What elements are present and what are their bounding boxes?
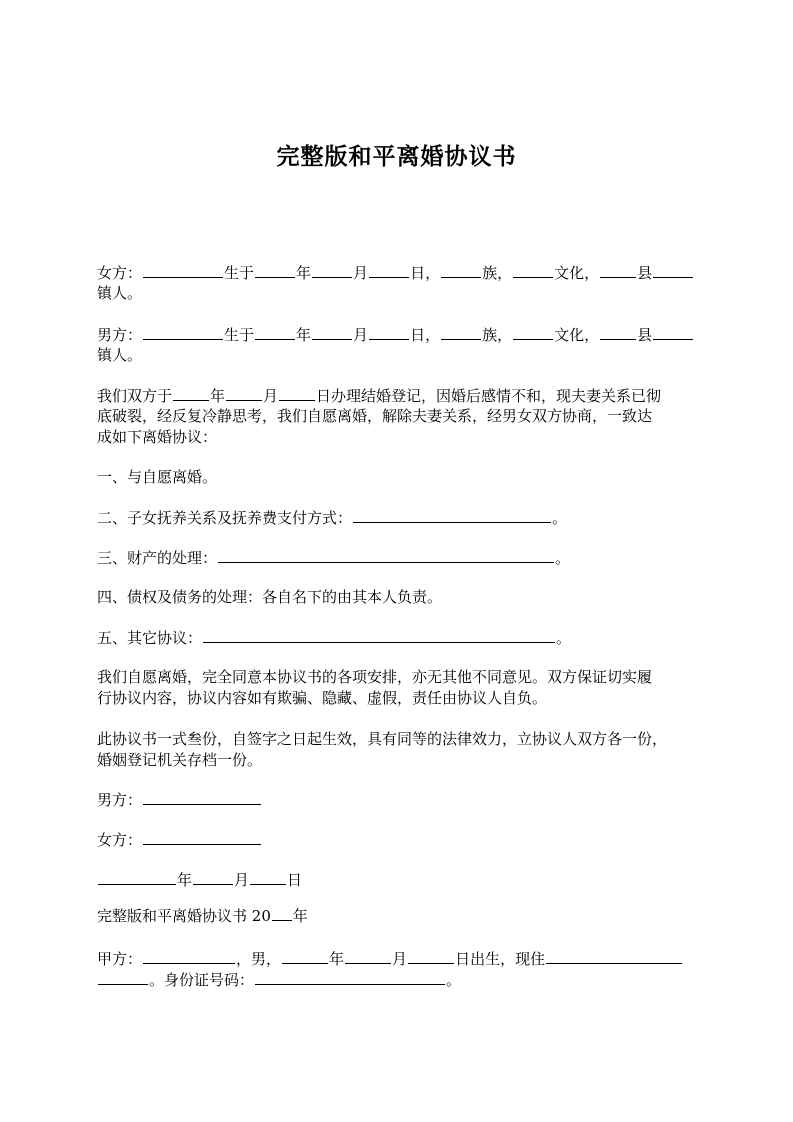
year-text: 年 <box>210 387 226 405</box>
ethnic-blank[interactable] <box>441 324 481 340</box>
sign-year-blank[interactable] <box>98 869 176 885</box>
copies-line-2: 婚姻登记机关存档一份。 <box>97 751 263 769</box>
clause-5 <box>97 627 697 649</box>
period: 。 <box>446 971 462 989</box>
born-text: 生于 <box>224 264 255 282</box>
year-text: 年 <box>296 326 312 344</box>
intro-paragraph <box>97 385 697 448</box>
intro-prefix: 我们双方于 <box>97 387 173 405</box>
marriage-year-blank[interactable] <box>173 385 209 401</box>
county-text: 县 <box>637 264 653 282</box>
property-blank[interactable] <box>218 547 554 563</box>
clause-3-text: 三、财产的处理： <box>97 549 218 567</box>
male-info-paragraph <box>97 324 697 366</box>
education-text: 文化， <box>554 264 600 282</box>
birth-day-blank[interactable] <box>369 262 409 278</box>
male-name-blank[interactable] <box>143 324 223 340</box>
male-signature-label: 男方： <box>97 791 143 809</box>
voluntary-paragraph <box>97 667 697 709</box>
county-text: 县 <box>637 326 653 344</box>
sign-month-blank[interactable] <box>193 869 233 885</box>
marriage-day-blank[interactable] <box>279 385 315 401</box>
period: 。 <box>556 629 572 647</box>
party-a-day-blank[interactable] <box>408 948 454 964</box>
clause-2-text: 二、子女抚养关系及抚养费支付方式： <box>97 509 353 527</box>
ethnic-text: 族， <box>482 326 513 344</box>
party-a-paragraph <box>97 948 697 990</box>
female-signature-blank[interactable] <box>143 829 261 845</box>
month-text: 月 <box>263 387 279 405</box>
ethnic-text: 族， <box>482 264 513 282</box>
male-signature <box>97 789 697 811</box>
male-label: 男方： <box>97 326 143 344</box>
clause-4: 四、债权及债务的处理：各自名下的由其本人负责。 <box>97 588 443 606</box>
birth-year-blank[interactable] <box>255 262 295 278</box>
birth-month-blank[interactable] <box>312 262 352 278</box>
female-signature <box>97 829 697 851</box>
year-text: 年 <box>296 264 312 282</box>
clause-2 <box>97 507 697 529</box>
education-blank[interactable] <box>513 262 553 278</box>
month-text: 月 <box>353 326 369 344</box>
sign-day-blank[interactable] <box>250 869 286 885</box>
town-text: 镇人。 <box>97 284 143 302</box>
ethnic-blank[interactable] <box>441 262 481 278</box>
intro-line-3: 成如下离婚协议： <box>97 428 218 446</box>
female-label: 女方： <box>97 264 143 282</box>
child-support-blank[interactable] <box>353 507 551 523</box>
town-blank[interactable] <box>653 324 693 340</box>
party-a-year-blank[interactable] <box>282 948 328 964</box>
voluntary-line-1: 我们自愿离婚，完全同意本协议书的各项安排，亦无其他不同意见。双方保证切实履 <box>97 668 653 686</box>
clause-3 <box>97 547 697 569</box>
intro-text: 日办理结婚登记，因婚后感情不和，现夫妻关系已彻 <box>316 387 662 405</box>
gender-text: ，男， <box>236 950 282 968</box>
county-blank[interactable] <box>600 262 636 278</box>
page-title: 完整版和平离婚协议书 <box>276 144 517 170</box>
second-agreement-title <box>97 905 697 927</box>
second-year-blank[interactable] <box>272 905 292 921</box>
day-text: 日 <box>287 871 303 889</box>
party-a-month-blank[interactable] <box>345 948 391 964</box>
id-label: 。身份证号码： <box>149 971 255 989</box>
party-a-name-blank[interactable] <box>143 948 235 964</box>
party-a-address-blank[interactable] <box>546 948 682 964</box>
education-blank[interactable] <box>513 324 553 340</box>
female-info-paragraph <box>97 262 697 304</box>
year-text: 年 <box>292 907 308 925</box>
female-signature-label: 女方： <box>97 831 143 849</box>
sign-date <box>97 869 697 891</box>
marriage-month-blank[interactable] <box>226 385 262 401</box>
month-text: 月 <box>234 871 250 889</box>
clause-5-text: 五、其它协议： <box>97 629 203 647</box>
birth-year-blank[interactable] <box>255 324 295 340</box>
year-text: 年 <box>177 871 193 889</box>
town-blank[interactable] <box>653 262 693 278</box>
copies-paragraph <box>97 729 697 771</box>
party-a-address-blank-2[interactable] <box>98 969 148 985</box>
day-text: 日， <box>410 264 441 282</box>
month-text: 月 <box>353 264 369 282</box>
period: 。 <box>552 509 568 527</box>
party-a-label: 甲方： <box>97 950 143 968</box>
female-name-blank[interactable] <box>143 262 223 278</box>
male-signature-blank[interactable] <box>143 789 261 805</box>
birth-month-blank[interactable] <box>312 324 352 340</box>
born-text: 生于 <box>224 326 255 344</box>
month-text: 月 <box>392 950 408 968</box>
born-text: 日出生，现住 <box>455 950 546 968</box>
other-agreement-blank[interactable] <box>203 627 555 643</box>
day-text: 日， <box>410 326 441 344</box>
birth-day-blank[interactable] <box>369 324 409 340</box>
year-text: 年 <box>329 950 345 968</box>
town-text: 镇人。 <box>97 346 143 364</box>
period: 。 <box>555 549 571 567</box>
second-title-text: 完整版和平离婚协议书 20 <box>97 907 271 925</box>
party-a-id-blank[interactable] <box>255 969 445 985</box>
clause-1: 一、与自愿离婚。 <box>97 468 218 486</box>
voluntary-line-2: 行协议内容，协议内容如有欺骗、隐藏、虚假，责任由协议人自负。 <box>97 689 548 707</box>
education-text: 文化， <box>554 326 600 344</box>
intro-line-2: 底破裂，经反复冷静思考，我们自愿离婚，解除夫妻关系，经男女双方协商，一致达 <box>97 407 653 425</box>
copies-line-1: 此协议书一式叁份，自签字之日起生效，具有同等的法律效力，立协议人双方各一份， <box>97 730 668 748</box>
county-blank[interactable] <box>600 324 636 340</box>
